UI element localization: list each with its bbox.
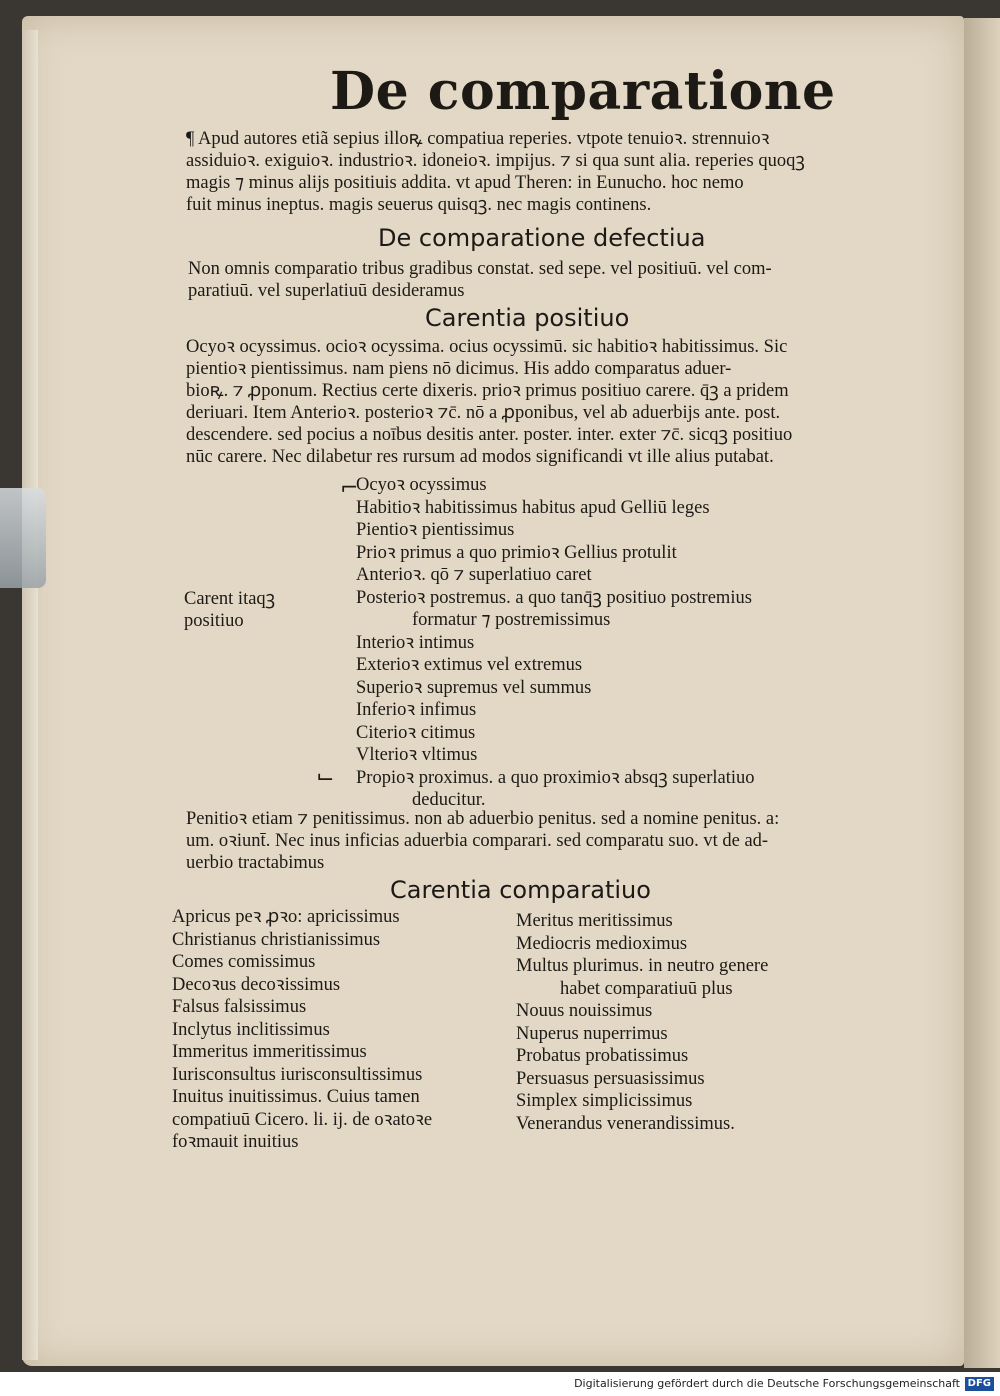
list-item: Mediocris medioximus xyxy=(516,933,688,954)
text-line: fuit minus ineptus. magis seuerus quisqꝫ. nec magis continens. xyxy=(186,195,652,215)
penitior-paragraph xyxy=(186,808,779,874)
list-item: Anterioꝛ. qō ⁊ superlatiuo caret xyxy=(356,565,592,585)
list-item: Inuitus inuitissimus. Cuius tamen xyxy=(172,1087,420,1107)
text-line: ¶ Apud autores etiã sepius illoꝶ compatiua reperies. vtpote tenuioꝛ. strennuioꝛ xyxy=(186,129,770,149)
positiuo-paragraph xyxy=(186,336,792,468)
list-item: Multus plurimus. in neutro genere xyxy=(516,956,769,976)
list-item: Simplex simplicissimus xyxy=(516,1091,693,1111)
list-item: Interioꝛ intimus xyxy=(356,632,475,653)
side-label-line: positiuo xyxy=(184,611,244,631)
list-item: Pientioꝛ pientissimus xyxy=(356,520,515,540)
list-item: Iurisconsultus iurisconsultissimus xyxy=(172,1064,423,1085)
side-label xyxy=(184,588,275,632)
positiuo-list xyxy=(356,474,755,812)
dfg-logo-icon: DFG xyxy=(965,1377,994,1391)
list-item: Christianus christianissimus xyxy=(172,929,381,950)
page-title: De comparatione xyxy=(330,61,836,122)
list-item: Nouus nouissimus xyxy=(516,1001,653,1021)
text-line: magis ⁊ minus alijs positiuis addita. vt apud Theren: in Eunucho. hoc nemo xyxy=(186,173,744,193)
text-line: paratiuū. vel superlatiuū desideramus xyxy=(188,281,465,301)
list-item: Habitioꝛ habitissimus habitus apud Gelliū leges xyxy=(356,497,710,518)
adjacent-page-edge xyxy=(964,18,1000,1368)
list-item: Decoꝛus decoꝛissimus xyxy=(172,974,341,995)
list-item: deducitur. xyxy=(412,790,486,810)
text-line: assiduioꝛ. exiguioꝛ. industrioꝛ. idoneioꝛ. impijus. ⁊ si qua sunt alia. reperies quoqꝫ xyxy=(186,151,805,171)
list-item: habet comparatiuū plus xyxy=(560,978,733,999)
text-line: Penitioꝛ etiam ⁊ penitissimus. non ab aduerbio penitus. sed a nomine penitus. a: xyxy=(186,809,780,829)
list-item: foꝛmauit inuitius xyxy=(172,1132,299,1152)
list-item: Meritus meritissimus xyxy=(516,911,673,931)
list-item: Immeritus immeritissimus xyxy=(172,1042,367,1062)
list-item: Superioꝛ supremus vel summus xyxy=(356,677,592,698)
page-fore-edge xyxy=(22,30,38,1360)
comparatiuo-left-list xyxy=(172,906,432,1154)
list-item: Persuasus persuasissimus xyxy=(516,1068,705,1089)
list-item: Propioꝛ proximus. a quo proximioꝛ absqꝫ superlatiuo xyxy=(356,767,755,788)
text-line: Non omnis comparatio tribus gradibus constat. sed sepe. vel positiuū. vel com- xyxy=(188,259,772,279)
text-line: Ocyoꝛ ocyssimus. ocioꝛ ocyssima. ocius ocyssimū. sic habitioꝛ habitissimus. Sic xyxy=(186,337,788,357)
section-heading-comparatiuo: Carentia comparatiuo xyxy=(390,876,651,904)
list-item: Vlterioꝛ vltimus xyxy=(356,745,478,765)
text-line: descendere. sed pocius a noībus desitis anter. poster. inter. exter ⁊c̄. sicqꝫ positiuo xyxy=(186,425,793,445)
list-item: Venerandus venerandissimus. xyxy=(516,1113,735,1134)
list-item: Apricus peꝛ ꝓꝛo: apricissimus xyxy=(172,907,400,927)
list-item: Falsus falsissimus xyxy=(172,997,307,1017)
list-item: Probatus probatissimus xyxy=(516,1046,689,1066)
defectiua-paragraph xyxy=(188,258,772,302)
brace-bottom-icon: ⌙ xyxy=(316,764,335,789)
list-item: Ocyoꝛ ocyssimus xyxy=(356,475,487,495)
list-item: Citerioꝛ citimus xyxy=(356,722,476,743)
brace-top-icon: ⌐ xyxy=(340,476,359,501)
footer-credit: Digitalisierung gefördert durch die Deutsche Forschungsgemeinschaft xyxy=(574,1377,960,1390)
list-item: Prioꝛ primus a quo primioꝛ Gellius protulit xyxy=(356,542,677,563)
list-item: Exterioꝛ extimus vel extremus xyxy=(356,655,583,675)
list-item: compatiuū Cicero. li. ij. de oꝛatoꝛe xyxy=(172,1109,433,1130)
section-heading-positiuo: Carentia positiuo xyxy=(425,304,630,332)
text-line: bioꝶ. ⁊ ꝓponum. Rectius certe dixeris. prioꝛ primus positiuo carere. q̄ꝫ a pridem xyxy=(186,381,789,401)
list-item: Posterioꝛ postremus. a quo tanq̄ꝫ positiuo postremius xyxy=(356,587,752,608)
footer-bar xyxy=(0,1372,1000,1396)
page-clip xyxy=(0,488,46,588)
list-item: Nuperus nuperrimus xyxy=(516,1023,668,1044)
text-line: um. oꝛiunt̄. Nec inus inficias aduerbia comparari. sed comparatu suo. vt de ad- xyxy=(186,831,769,851)
list-item: formatur ⁊ postremissimus xyxy=(412,610,611,630)
text-line: pientioꝛ pientissimus. nam piens nō dicimus. His addo comparatus aduer- xyxy=(186,359,732,379)
side-label-line: Carent itaqꝫ xyxy=(184,589,276,609)
list-item: Inclytus inclitissimus xyxy=(172,1019,330,1040)
text-line: deriuari. Item Anterioꝛ. posterioꝛ ⁊c̄. nō a ꝓponibus, vel ab aduerbijs ante. post. xyxy=(186,403,781,423)
comparatiuo-right-list xyxy=(516,910,768,1135)
section-heading-defectiua: De comparatione defectiua xyxy=(378,224,706,252)
list-item: Inferioꝛ infimus xyxy=(356,700,477,720)
list-item: Comes comissimus xyxy=(172,952,316,972)
text-line: uerbio tractabimus xyxy=(186,853,325,873)
text-line: nūc carere. Nec dilabetur res rursum ad modos significandi vt ille alius putabat. xyxy=(186,447,774,467)
intro-paragraph xyxy=(186,128,805,216)
